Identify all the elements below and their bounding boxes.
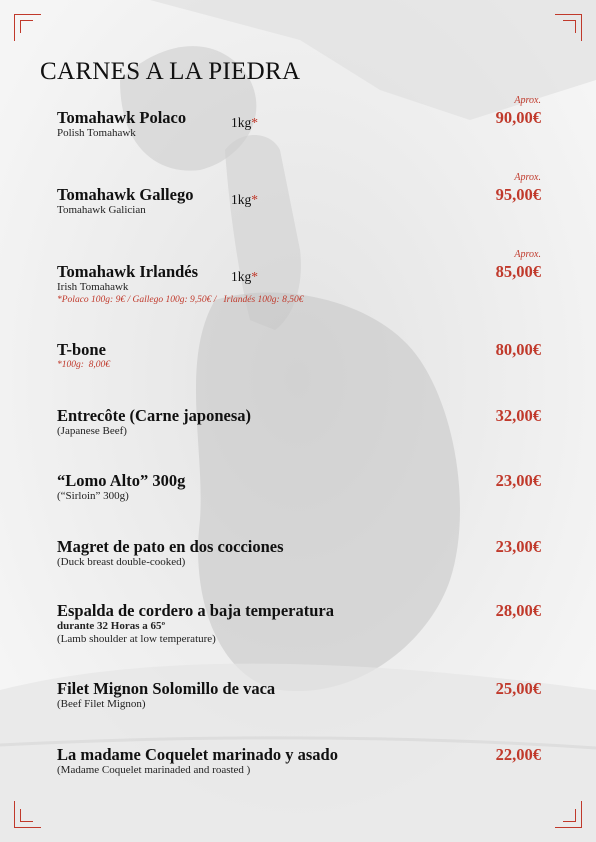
menu-item <box>57 95 541 140</box>
menu-item-subtitle: Irish Tomahawk <box>57 281 129 293</box>
weight-asterisk: * <box>251 192 258 207</box>
menu-item-name: Tomahawk Polaco <box>57 108 187 127</box>
menu-item-subtitle: Polish Tomahawk <box>57 127 136 139</box>
menu-item <box>57 340 541 372</box>
menu-item-name: Filet Mignon Solomillo de vaca <box>57 679 276 698</box>
menu-item-subtitle: (“Sirloin” 300g) <box>57 490 129 502</box>
weight-asterisk: * <box>251 269 258 284</box>
menu-item <box>57 249 541 307</box>
menu-item-price: 22,00€ <box>495 745 541 764</box>
price-approx-label: Aprox. <box>514 95 541 106</box>
page-title: CARNES A LA PIEDRA <box>40 58 301 85</box>
menu-item-subtitle: (Beef Filet Mignon) <box>57 698 146 710</box>
menu-item-price: 23,00€ <box>495 537 541 556</box>
menu-item-name: Entrecôte (Carne japonesa) <box>57 406 251 425</box>
menu-item-name: “Lomo Alto” 300g <box>57 471 186 490</box>
menu-item-name: Espalda de cordero a baja temperatura <box>57 601 334 620</box>
weight-value: 1kg <box>231 115 252 130</box>
menu-item-weight <box>231 192 258 208</box>
weight-asterisk: * <box>251 115 258 130</box>
menu-item-detail: durante 32 Horas a 65º <box>57 620 166 632</box>
menu-item-price: 32,00€ <box>495 406 541 425</box>
menu-item-note: *Polaco 100g: 9€ / Gallego 100g: 9,50€ / Irlandés 100g: 8,50€ <box>57 295 304 305</box>
menu-item <box>57 745 541 777</box>
menu-item <box>57 601 541 646</box>
weight-value: 1kg <box>231 192 252 207</box>
price-approx-label: Aprox. <box>514 249 541 260</box>
weight-value: 1kg <box>231 269 252 284</box>
menu-item-price: 23,00€ <box>495 471 541 490</box>
menu-item-subtitle: (Duck breast double-cooked) <box>57 556 186 568</box>
menu-item-price: 25,00€ <box>495 679 541 698</box>
menu-item-name: La madame Coquelet marinado y asado <box>57 745 338 764</box>
menu-item-subtitle: (Madame Coquelet marinaded and roasted ) <box>57 764 251 776</box>
price-approx-label: Aprox. <box>514 172 541 183</box>
menu-item <box>57 172 541 217</box>
menu-item-price: 95,00€ <box>495 185 541 204</box>
menu-item-weight <box>231 269 258 285</box>
menu-item-note: *100g: 8,00€ <box>57 360 111 370</box>
menu-item <box>57 406 541 438</box>
menu-item-weight <box>231 115 258 131</box>
menu-item-price: 90,00€ <box>495 108 541 127</box>
menu-item <box>57 679 541 711</box>
menu-item-price: 85,00€ <box>495 262 541 281</box>
menu-item-subtitle: (Lamb shoulder at low temperature) <box>57 633 216 645</box>
menu-item-subtitle: (Japanese Beef) <box>57 425 127 437</box>
menu-item-name: Magret de pato en dos cocciones <box>57 537 284 556</box>
menu-item-subtitle: Tomahawk Galician <box>57 204 146 216</box>
menu-item <box>57 471 541 503</box>
menu-item <box>57 537 541 569</box>
menu-item-price: 28,00€ <box>495 601 541 620</box>
menu-item-price: 80,00€ <box>495 340 541 359</box>
menu-item-name: Tomahawk Gallego <box>57 185 194 204</box>
menu-item-name: Tomahawk Irlandés <box>57 262 199 281</box>
menu-item-name: T-bone <box>57 340 106 359</box>
